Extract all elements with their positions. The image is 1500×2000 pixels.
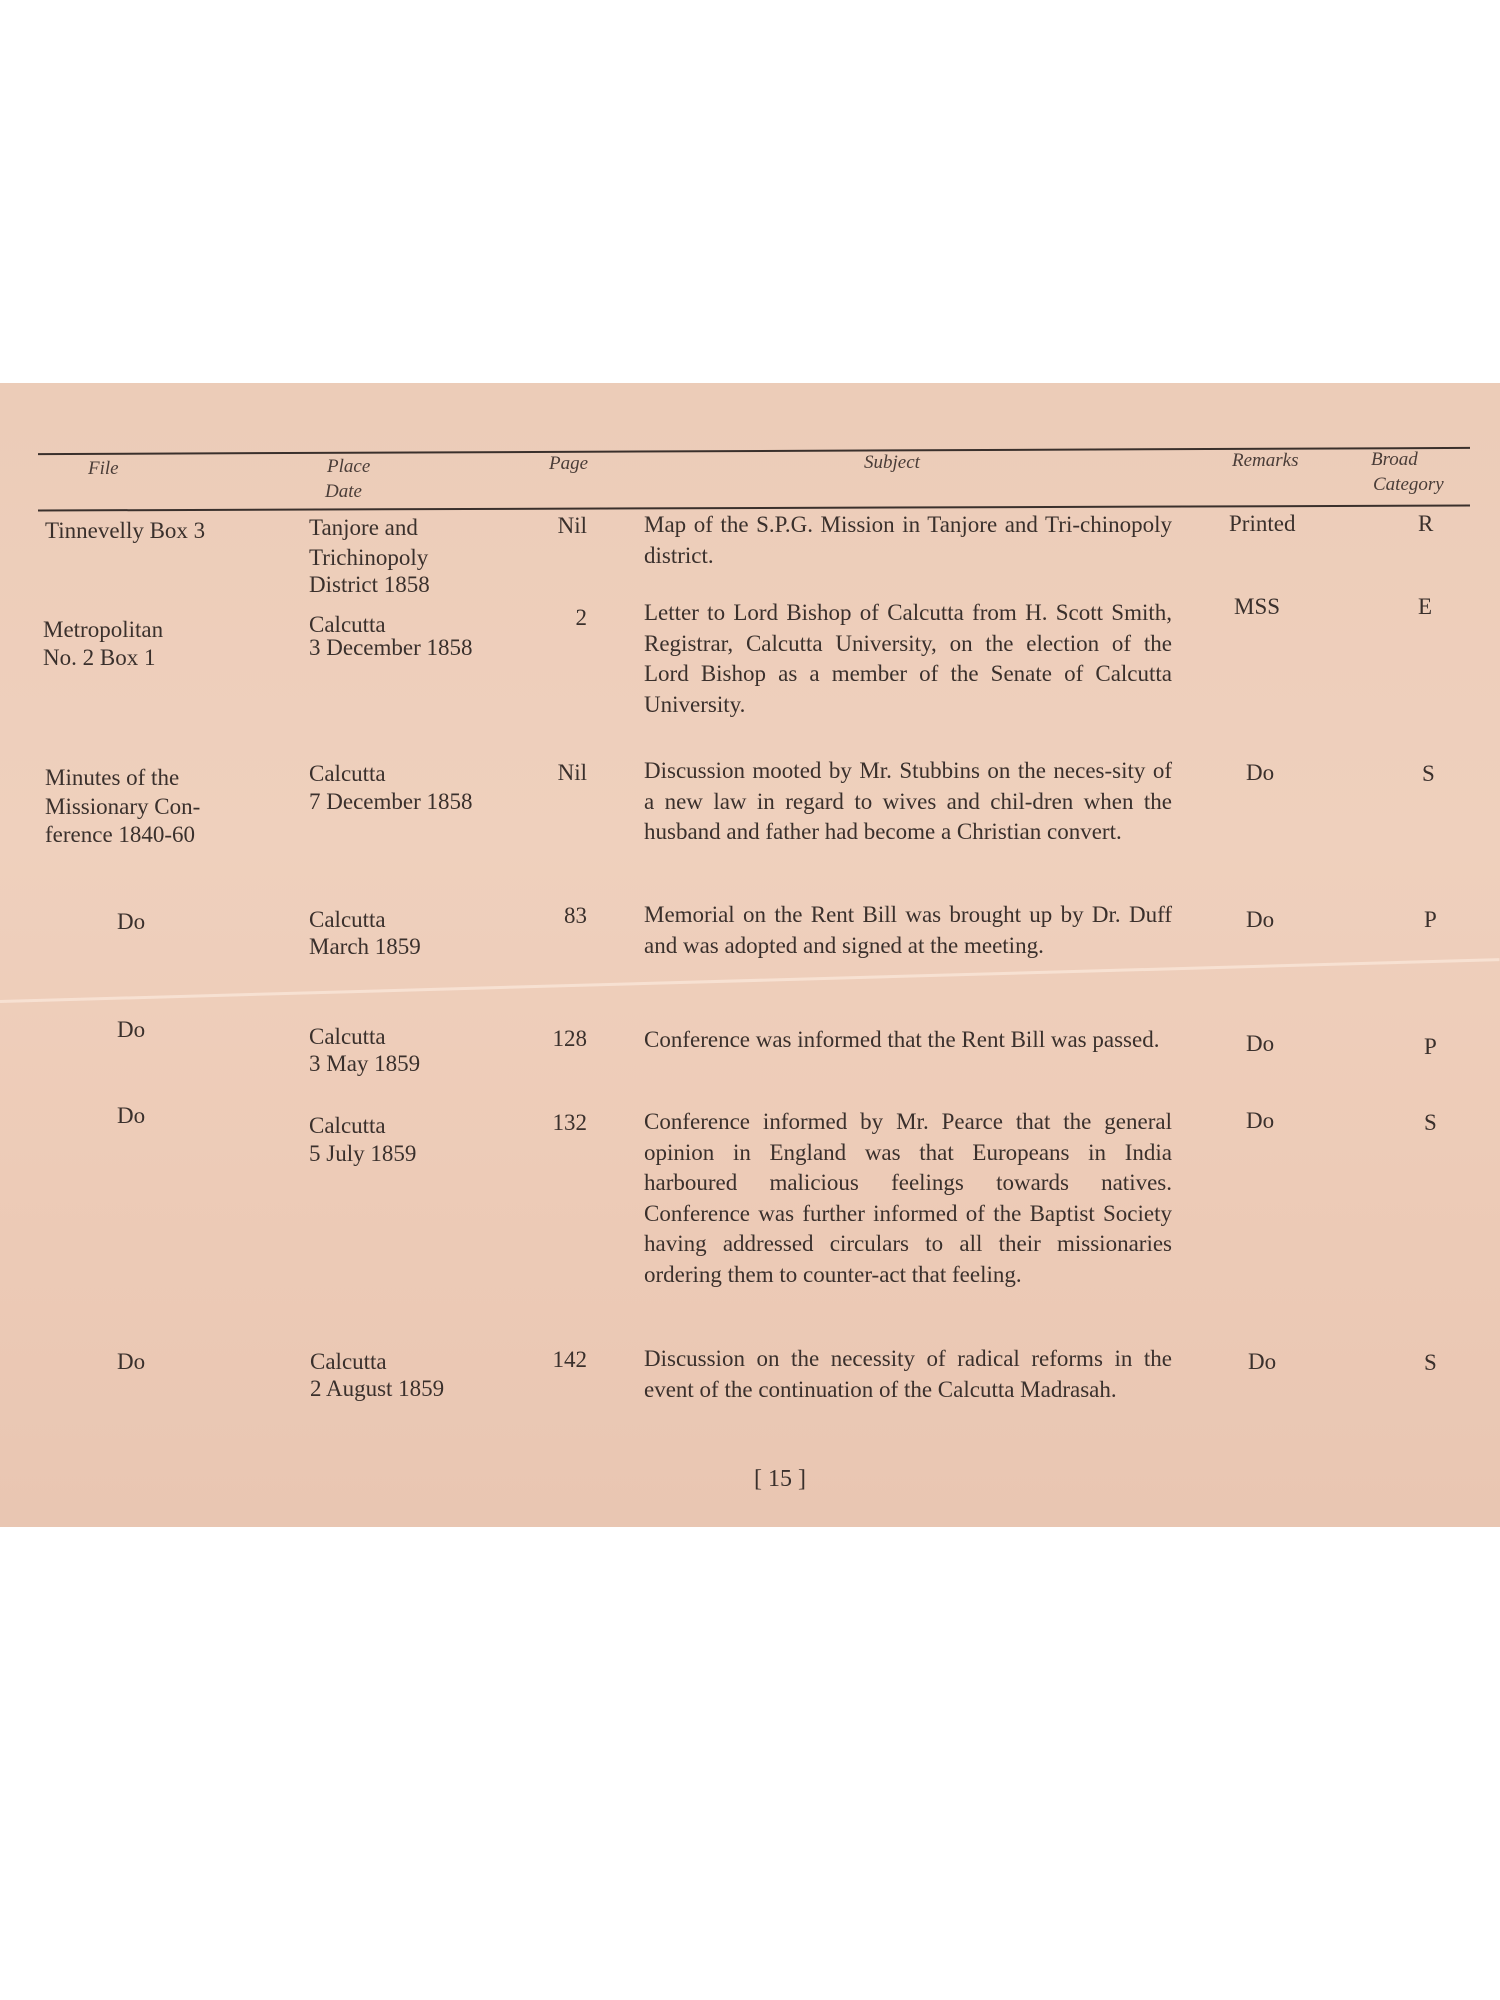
row7-file: Do xyxy=(117,1349,146,1374)
row2-place-2: 3 December 1858 xyxy=(309,635,473,660)
header-place: Place xyxy=(327,456,371,477)
row3-page: Nil xyxy=(557,760,587,785)
row5-category: P xyxy=(1424,1034,1437,1059)
row4-place-2: March 1859 xyxy=(309,934,421,959)
row3-category: S xyxy=(1422,761,1435,786)
row4-file: Do xyxy=(117,909,146,934)
row6-page: 132 xyxy=(552,1110,587,1135)
row4-page: 83 xyxy=(564,903,587,928)
header-page: Page xyxy=(549,453,589,474)
row2-place-1: Calcutta xyxy=(309,612,386,637)
row7-remarks: Do xyxy=(1248,1349,1277,1374)
header-file: File xyxy=(88,458,119,479)
row1-place-2: Trichinopoly xyxy=(309,545,429,570)
header-remarks: Remarks xyxy=(1232,450,1299,471)
row2-subject: Letter to Lord Bishop of Calcutta from H. Scott Smith, Registrar, Calcutta University, on the election of the Lord Bishop as a member of the Senate of Calcutta University. xyxy=(644,600,1172,717)
page-number: [ 15 ] xyxy=(754,1466,806,1492)
header-category-2: Category xyxy=(1373,474,1444,495)
row3-file-3: ference 1840-60 xyxy=(45,822,196,847)
row3-subject: Discussion mooted by Mr. Stubbins on the neces-sity of a new law in regard to wives and chil-dren when the husband and father had become a Christian convert. xyxy=(644,758,1172,845)
row2-page: 2 xyxy=(575,605,587,630)
row2-category: E xyxy=(1418,594,1433,619)
header-category-1: Broad xyxy=(1371,449,1418,470)
row5-page: 128 xyxy=(552,1026,587,1051)
header-date: Date xyxy=(325,481,362,502)
row2-file-2: No. 2 Box 1 xyxy=(43,645,156,670)
row3-remarks: Do xyxy=(1246,760,1275,785)
row1-place-1: Tanjore and xyxy=(309,515,418,540)
row1-page: Nil xyxy=(557,513,587,538)
row6-place-2: 5 July 1859 xyxy=(309,1141,417,1166)
row1-subject: Map of the S.P.G. Mission in Tanjore and Tri-chinopoly district. xyxy=(644,512,1172,568)
row3-file-2: Missionary Con- xyxy=(45,794,201,819)
row6-category: S xyxy=(1424,1110,1437,1135)
header-subject: Subject xyxy=(864,452,920,473)
row5-file: Do xyxy=(117,1017,146,1042)
row7-place-1: Calcutta xyxy=(310,1349,387,1374)
row4-place-1: Calcutta xyxy=(309,907,386,932)
row7-subject: Discussion on the necessity of radical reforms in the event of the continuation of the Calcutta Madrasah. xyxy=(644,1346,1172,1402)
row6-remarks: Do xyxy=(1246,1108,1275,1133)
row5-subject: Conference was informed that the Rent Bill was passed. xyxy=(644,1027,1160,1052)
row7-place-2: 2 August 1859 xyxy=(310,1376,445,1401)
row3-place-1: Calcutta xyxy=(309,761,386,786)
row5-remarks: Do xyxy=(1246,1031,1275,1056)
row4-remarks: Do xyxy=(1246,907,1275,932)
row3-place-2: 7 December 1858 xyxy=(309,789,473,814)
row1-remarks: Printed xyxy=(1229,511,1296,536)
row1-place-3: District 1858 xyxy=(309,572,430,597)
row6-place-1: Calcutta xyxy=(309,1113,386,1138)
row4-category: P xyxy=(1424,907,1437,932)
row1-file: Tinnevelly Box 3 xyxy=(45,518,206,543)
row5-place-1: Calcutta xyxy=(309,1024,386,1049)
row7-category: S xyxy=(1424,1350,1437,1375)
row2-remarks: MSS xyxy=(1234,594,1281,619)
row4-subject: Memorial on the Rent Bill was brought up by Dr. Duff and was adopted and signed at the meeting. xyxy=(644,902,1172,958)
row2-file-1: Metropolitan xyxy=(43,617,164,642)
row3-file-1: Minutes of the xyxy=(45,765,180,790)
row5-place-2: 3 May 1859 xyxy=(309,1051,421,1076)
row6-subject: Conference informed by Mr. Pearce that the general opinion in England was that Europeans in India harboured malicious feelings towards natives. Conference was further informed of the Baptist Society having addressed circulars to all their missionaries ordering them to counter-act that feeling. xyxy=(644,1109,1172,1287)
row1-category: R xyxy=(1418,511,1434,536)
row6-file: Do xyxy=(117,1103,146,1128)
row7-page: 142 xyxy=(552,1347,587,1372)
